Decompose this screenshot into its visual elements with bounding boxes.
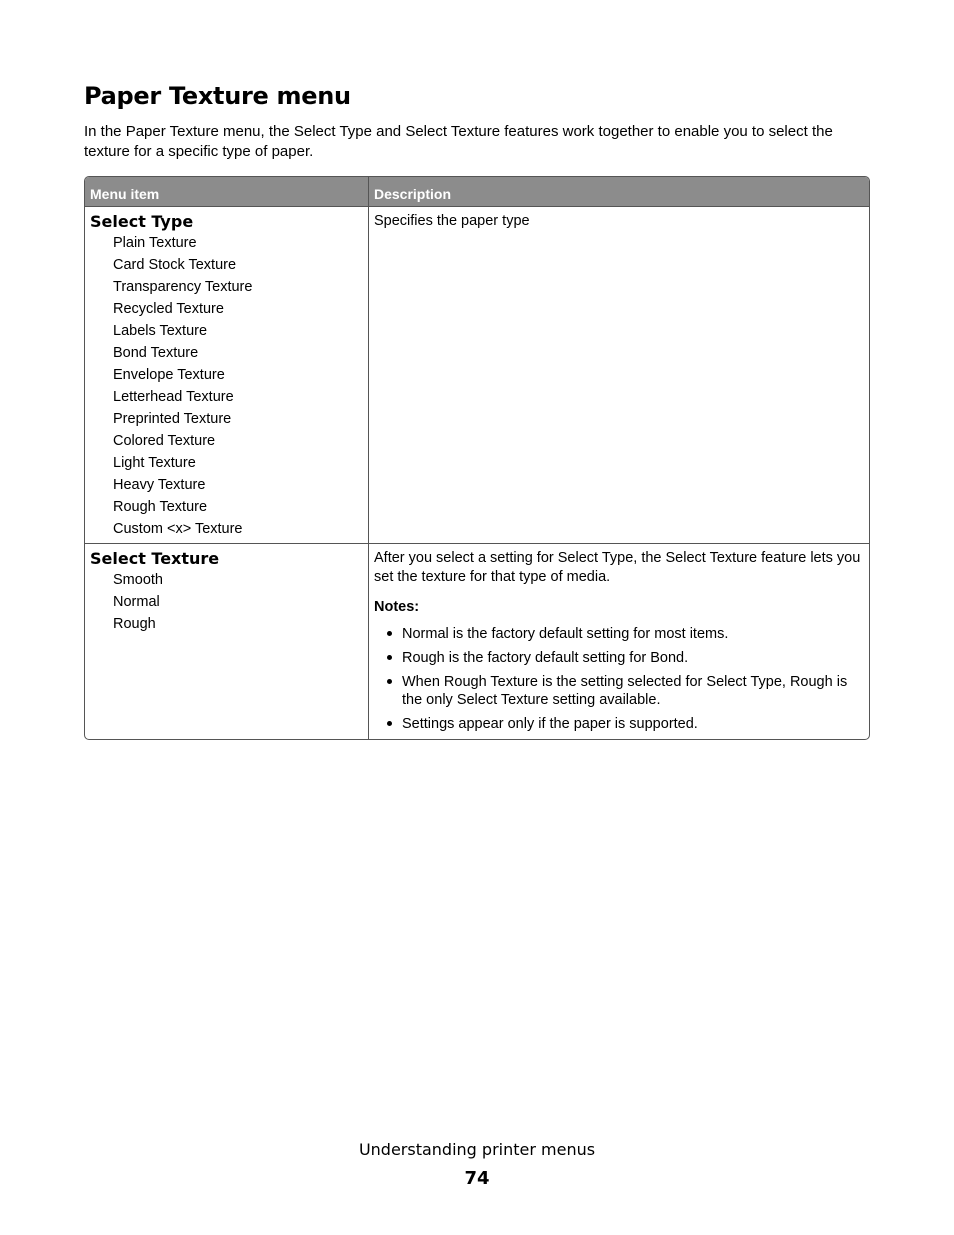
notes-label: Notes:: [374, 599, 420, 615]
menu-table: [84, 176, 870, 740]
option-item: Labels Texture: [113, 323, 208, 339]
option-item: Recycled Texture: [113, 301, 224, 317]
option-item: Card Stock Texture: [113, 257, 237, 273]
description-text: After you select a setting for Select Type, the Select Texture feature lets you set the texture for that type of media.: [374, 550, 861, 585]
menu-item-title: Select Texture: [90, 549, 220, 568]
table-row-select-type-menu: [90, 212, 362, 540]
page-title: Paper Texture menu: [84, 82, 351, 110]
column-divider: [368, 177, 369, 739]
option-item: Normal: [113, 594, 160, 610]
note-item: Normal is the factory default setting for most items.: [374, 625, 864, 643]
option-item: Plain Texture: [113, 235, 197, 251]
notes-list: [374, 625, 864, 733]
note-item: Rough is the factory default setting for Bond.: [374, 649, 864, 667]
option-item: Preprinted Texture: [113, 411, 232, 427]
table-header: [85, 177, 869, 207]
table-row-select-texture-menu: [90, 549, 362, 635]
option-item: Heavy Texture: [113, 477, 206, 493]
option-item: Transparency Texture: [113, 279, 253, 295]
note-item: Settings appear only if the paper is supported.: [374, 715, 864, 733]
header-description: Description: [374, 186, 452, 202]
table-row-select-texture-description: [374, 549, 864, 739]
option-item: Custom <x> Texture: [113, 521, 243, 537]
option-item: Light Texture: [113, 455, 196, 471]
menu-item-title: Select Type: [90, 212, 194, 231]
option-item: Envelope Texture: [113, 367, 225, 383]
option-item: Rough: [113, 616, 156, 632]
option-item: Smooth: [113, 572, 163, 588]
option-item: Rough Texture: [113, 499, 208, 515]
option-item: Letterhead Texture: [113, 389, 234, 405]
page-number: 74: [464, 1168, 490, 1189]
footer-section-title: Understanding printer menus: [358, 1140, 596, 1159]
option-list: [90, 569, 362, 635]
row-divider: [85, 543, 869, 544]
table-row-select-type-description: [374, 212, 864, 231]
option-item: Colored Texture: [113, 433, 216, 449]
option-item: Bond Texture: [113, 345, 199, 361]
note-item: When Rough Texture is the setting selected for Select Type, Rough is the only Select Texture setting available.: [374, 673, 864, 709]
header-menu-item: Menu item: [90, 186, 160, 202]
description-text: Specifies the paper type: [374, 213, 530, 229]
intro-paragraph: In the Paper Texture menu, the Select Type and Select Texture features work together to enable you to select the texture for a specific type of paper.: [84, 123, 833, 160]
option-list: [90, 232, 362, 540]
